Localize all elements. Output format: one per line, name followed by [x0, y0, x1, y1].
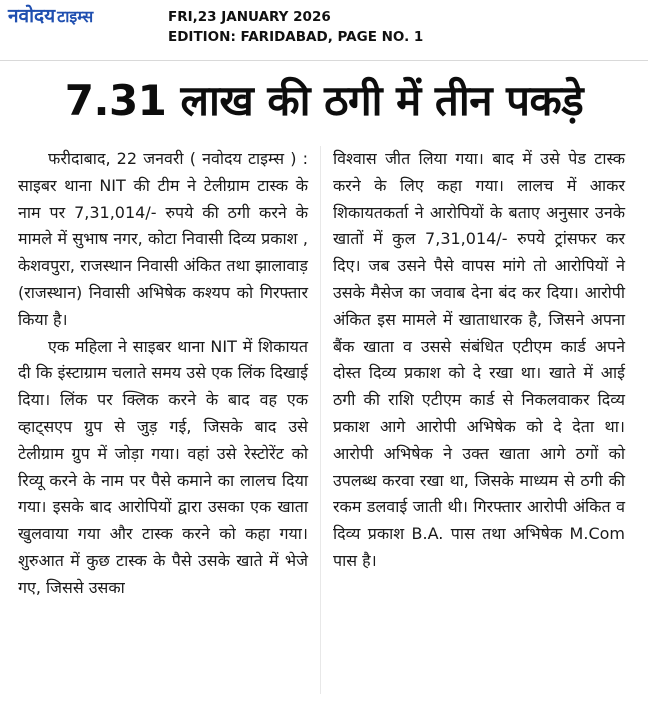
article-column-left: [18, 146, 308, 602]
article-headline: 7.31 लाख की ठगी में तीन पकड़े: [64, 76, 584, 125]
header-divider: [0, 60, 648, 61]
logo-sub-text: टाइम्स: [57, 7, 94, 26]
article-paragraph: फरीदाबाद, 22 जनवरी ( नवोदय टाइम्स ) : साइबर थाना NIT की टीम ने टेलीग्राम टास्क के नाम पर 7,31,014/- रुपये की ठगी करने के मामले में सुभाष नगर, कोटा निवासी दिव्य प्रकाश , केशवपुरा, राजस्थान निवासी अंकित तथा झालावाड़ (राजस्थान) निवासी अभिषेक कश्यप को गिरफ्तार किया है।: [18, 149, 308, 329]
newspaper-logo: [8, 4, 93, 29]
article-column-right: [333, 146, 625, 575]
edition-page: EDITION: FARIDABAD, PAGE NO. 1: [168, 29, 424, 45]
column-divider: [320, 146, 321, 694]
publication-date: FRI,23 JANUARY 2026: [168, 9, 331, 25]
edition-info: [168, 7, 423, 47]
logo-main-text: नवोदय: [8, 5, 56, 27]
article-paragraph: एक महिला ने साइबर थाना NIT में शिकायत दी कि इंस्टाग्राम चलाते समय उसे एक लिंक दिखाई दिया। लिंक पर क्लिक करने के बाद वह एक व्हाट्सएप ग्रुप से जुड़ गई, जिसके बाद उसे टेलीग्राम ग्रुप में जोड़ा गया। वहां उसे रेस्टोरेंट को रिव्यू करने के नाम पर पैसे कमाने का लालच दिया गया। इसके बाद आरोपियों द्वारा उसका एक खाता खुलवाया गया और टास्क करने को कहा गया। शुरुआत में कुछ टास्क के पैसे उसके खाते में भेजे गए, जिससे उसका: [18, 336, 308, 597]
article-paragraph: विश्वास जीत लिया गया। बाद में उसे पेड टास्क करने के लिए कहा गया। लालच में आकर शिकायतकर्ता ने आरोपियों के बताए अनुसार उनके खातों में कुल 7,31,014/- रुपये ट्रांसफर कर दिए। जब उसने पैसे वापस मांगे तो आरोपियों ने उसके मैसेज का जवाब देना बंद कर दिया। आरोपी अंकित इस मामले में खाताधारक है, जिसने अपना बैंक खाता व उससे संबंधित एटीएम कार्ड अपने दोस्त दिव्य प्रकाश को दे रखा था। खाते में आई ठगी की राशि एटीएम कार्ड से निकलवाकर दिव्य प्रकाश आगे आरोपी अभिषेक को दे देता था। आरोपी अभिषेक ने उक्त खाता आगे ठगों को उपलब्ध करवा रखा था, जिसके माध्यम से ठगी की रकम डलवाई जाती थी। गिरफ्तार आरोपी अंकित व दिव्य प्रकाश B.A. पास तथा अभिषेक M.Com पास है।: [333, 149, 625, 570]
